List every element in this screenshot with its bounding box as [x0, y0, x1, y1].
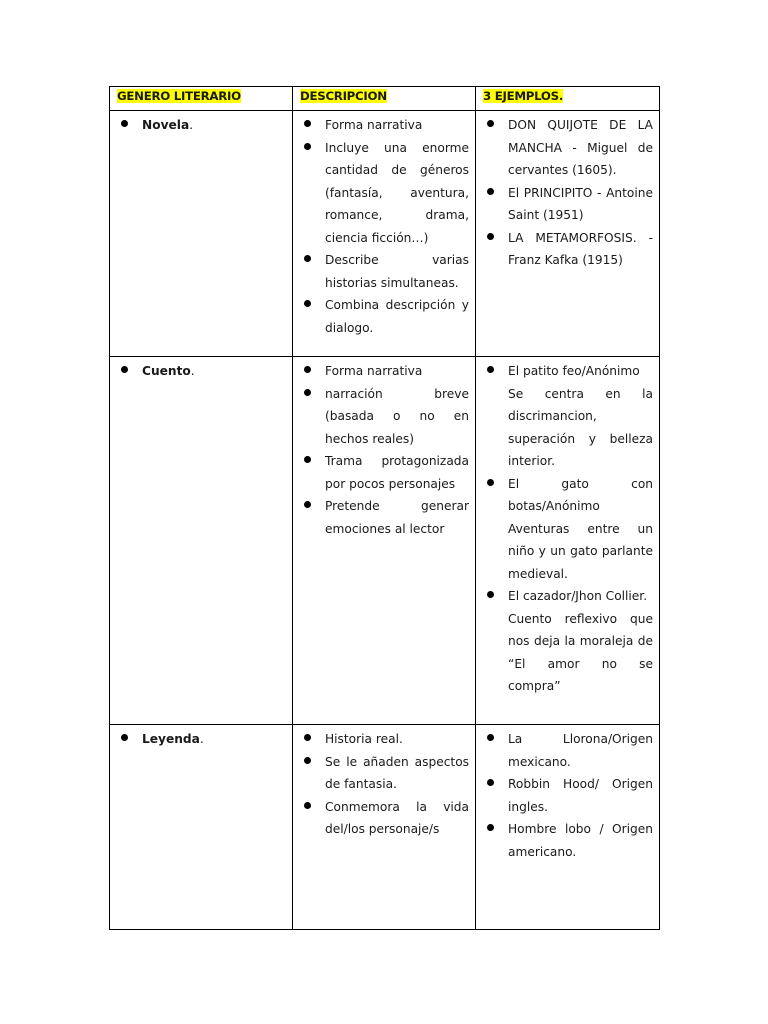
examples-list: [482, 360, 653, 698]
example-item: [482, 818, 653, 863]
genre-name: Novela: [142, 118, 190, 132]
description-item: Historia real.: [299, 728, 469, 751]
examples-list: [482, 114, 653, 272]
table-row-leyenda: [110, 725, 660, 930]
examples-cell: [476, 357, 660, 725]
description-item: Incluye una enorme cantidad de géneros (fantasía, aventura, romance, drama, ciencia ficción…): [299, 137, 469, 250]
genre-suffix: .: [199, 732, 204, 746]
example-item: [482, 585, 653, 698]
example-note: Se centra en la discrimancion, superación y belleza interior.: [508, 386, 653, 468]
example-item: [482, 360, 653, 473]
header-description-label: DESCRIPCION: [300, 89, 387, 103]
description-item: narración breve (basada o no en hechos reales): [299, 383, 469, 451]
genre-suffix: .: [189, 118, 194, 132]
genre-item: [116, 114, 286, 137]
description-item: Describe varias historias simultaneas.: [299, 249, 469, 294]
genre-cell: [110, 357, 293, 725]
example-item: [482, 227, 653, 272]
example-text: Robbin Hood/ Origen ingles.: [508, 777, 653, 814]
genre-name: Cuento: [142, 364, 191, 378]
example-text: DON QUIJOTE DE LA MANCHA - Miguel de cervantes (1605).: [508, 118, 653, 177]
example-item: [482, 114, 653, 182]
example-item: [482, 728, 653, 773]
literary-genres-table: [109, 86, 660, 930]
header-examples-label: 3 EJEMPLOS.: [483, 89, 564, 103]
example-text: Hombre lobo / Origen americano.: [508, 822, 653, 859]
example-text: El patito feo/Anónimo: [508, 364, 640, 378]
example-text: El PRINCIPITO - Antoine Saint (1951): [508, 185, 653, 222]
examples-cell: [476, 725, 660, 930]
examples-list: [482, 728, 653, 863]
description-list: [299, 360, 469, 540]
genre-name: Leyenda: [142, 732, 200, 746]
example-item: [482, 473, 653, 586]
example-text: El cazador/Jhon Collier.: [508, 589, 648, 603]
example-text: LA METAMORFOSIS. - Franz Kafka (1915): [508, 230, 653, 267]
description-cell: [293, 357, 476, 725]
genre-list: [116, 728, 286, 751]
description-item: Se le añaden aspectos de fantasia.: [299, 751, 469, 796]
example-item: [482, 773, 653, 818]
description-item: Conmemora la vida del/los personaje/s: [299, 796, 469, 841]
genre-cell: [110, 111, 293, 357]
example-note: Cuento reflexivo que nos deja la moraleja de “El amor no se compra”: [508, 611, 653, 693]
description-item: Pretende generar emociones al lector: [299, 495, 469, 540]
example-text: El gato con botas/Anónimo: [508, 476, 653, 513]
table-row-novela: [110, 111, 660, 357]
description-cell: [293, 725, 476, 930]
genre-suffix: .: [190, 364, 195, 378]
genre-cell: [110, 725, 293, 930]
description-item: Combina descripción y dialogo.: [299, 294, 469, 339]
description-list: [299, 114, 469, 339]
example-item: [482, 182, 653, 227]
description-item: Forma narrativa: [299, 114, 469, 137]
genre-list: [116, 114, 286, 137]
genre-item: [116, 728, 286, 751]
example-text: La Llorona/Origen mexicano.: [508, 732, 653, 769]
description-cell: [293, 111, 476, 357]
table-row-cuento: [110, 357, 660, 725]
description-list: [299, 728, 469, 841]
example-note: Aventuras entre un niño y un gato parlante medieval.: [508, 521, 653, 581]
header-description: [293, 87, 476, 111]
genre-list: [116, 360, 286, 383]
header-genre-label: GENERO LITERARIO: [117, 89, 241, 103]
description-item: Forma narrativa: [299, 360, 469, 383]
description-item: Trama protagonizada por pocos personajes: [299, 450, 469, 495]
genre-item: [116, 360, 286, 383]
header-genre: [110, 87, 293, 111]
header-row: [110, 87, 660, 111]
header-examples: [476, 87, 660, 111]
examples-cell: [476, 111, 660, 357]
